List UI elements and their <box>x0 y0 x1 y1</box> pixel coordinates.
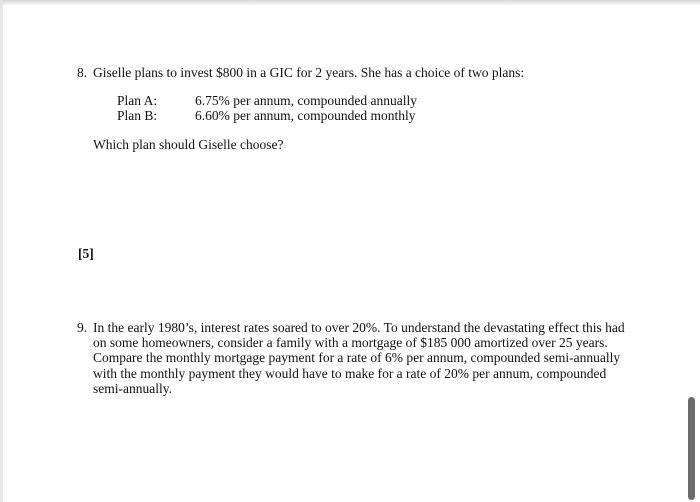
plan-a-label: Plan A: <box>117 93 158 108</box>
marks-label: [5] <box>78 246 94 261</box>
page-top-shadow <box>0 0 700 6</box>
question-8-prompt: Which plan should Giselle choose? <box>93 137 284 152</box>
plan-b-label: Plan B: <box>117 108 158 123</box>
plan-b-description: 6.60% per annum, compounded monthly <box>195 108 416 123</box>
page-left-edge <box>0 0 3 502</box>
plan-a-description: 6.75% per annum, compounded annually <box>195 93 417 108</box>
question-8-stem: Giselle plans to invest $800 in a GIC for 2 years. She has a choice of two plans: <box>93 65 525 80</box>
question-9-body: In the early 1980’s, interest rates soared to over 20%. To understand the devastating effect this had on some homeowners, consider a family with a mortgage of $185 000 amortized over 25 years. Compare the monthly mortgage payment for a rate of 6% per annum, compounded semi-annually with the monthly payment they would have to make for a rate of 20% per annum, compounded semi-annually. <box>93 320 625 396</box>
vertical-scrollbar[interactable] <box>688 397 695 500</box>
question-8-number: 8. <box>77 65 88 80</box>
question-9-number: 9. <box>77 320 88 335</box>
